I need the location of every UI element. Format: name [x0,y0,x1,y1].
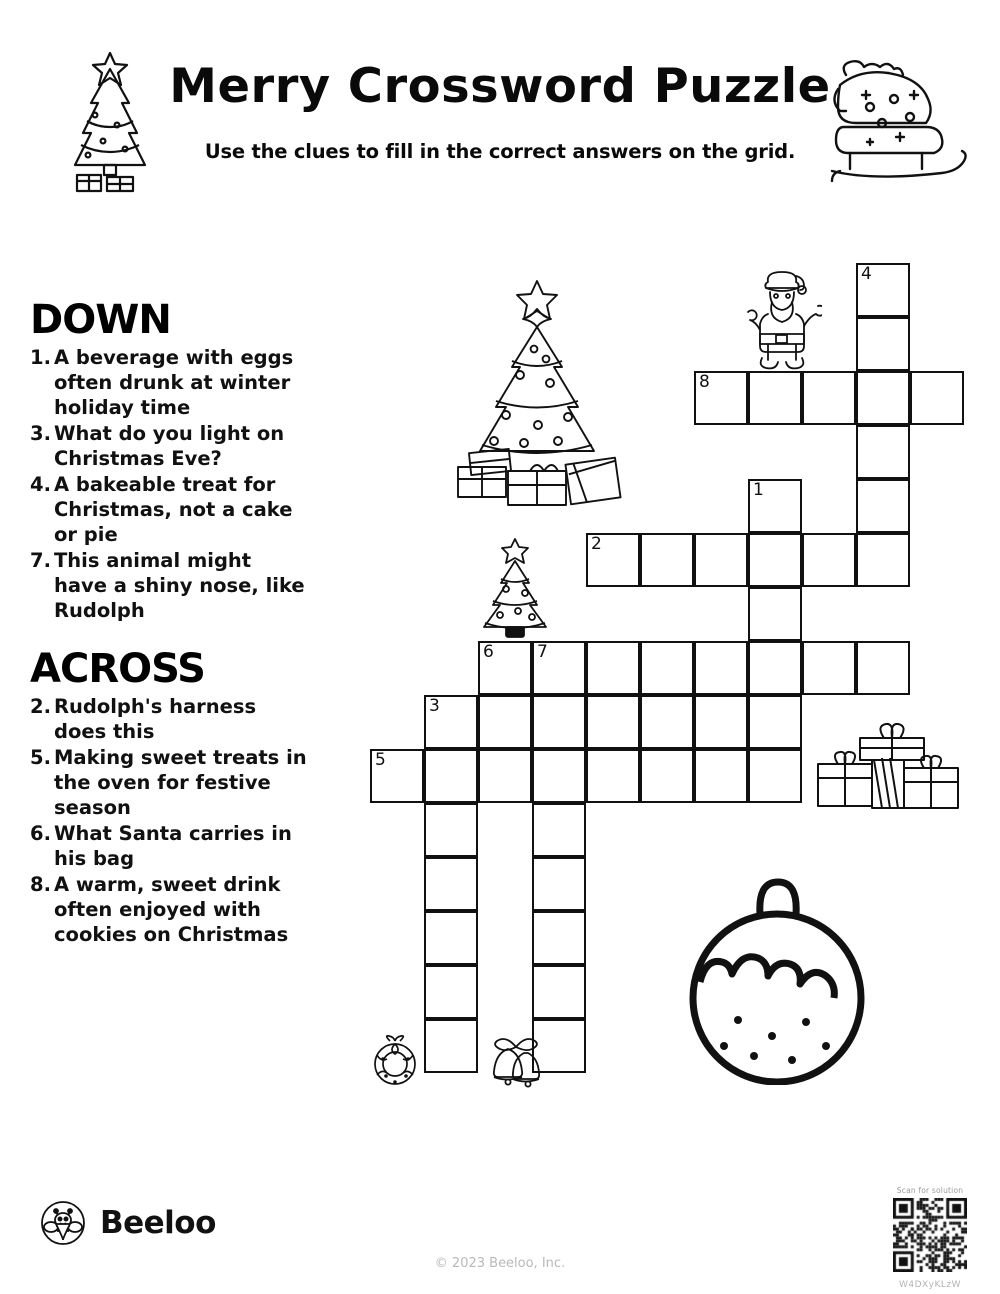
grid-cell[interactable] [640,749,694,803]
grid-cell[interactable] [694,749,748,803]
clue-number: 7. [30,548,51,572]
qr-code-image[interactable] [893,1198,967,1272]
grid-cell[interactable] [694,533,748,587]
footer-brand[interactable] [40,1200,216,1246]
qr-caption: Scan for solution [896,1186,964,1195]
jingle-bells-icon [487,1035,545,1090]
grid-cell[interactable] [748,533,802,587]
grid-cell-number: 4 [861,264,872,284]
grid-cell[interactable] [856,479,910,533]
clue-number: 5. [30,746,51,770]
grid-cell[interactable] [532,695,586,749]
grid-cell[interactable] [424,911,478,965]
grid-cell[interactable] [856,371,910,425]
across-clues-block [30,646,310,948]
qr-id-text: W4DXyKLzW [898,1280,962,1290]
clue-text: A warm, sweet drink often enjoyed with cookies on Christmas [54,873,289,947]
grid-cell-numbered-6[interactable] [478,641,532,695]
grid-cell[interactable] [424,749,478,803]
grid-cell[interactable] [532,965,586,1019]
grid-cell[interactable] [748,371,802,425]
grid-cell-number: 1 [753,480,764,500]
grid-cell-numbered-1[interactable] [748,479,802,533]
grid-cell[interactable] [856,425,910,479]
grid-cell[interactable] [586,695,640,749]
grid-cell[interactable] [586,641,640,695]
clue-number: 3. [30,421,51,445]
grid-cell[interactable] [640,533,694,587]
clue-number: 4. [30,472,51,496]
grid-cell-numbered-4[interactable] [856,263,910,317]
clue-text: A bakeable treat for Christmas, not a cake or pie [54,472,293,546]
clue-number: 6. [30,822,51,846]
grid-cell[interactable] [856,641,910,695]
copyright-text: © 2023 Beeloo, Inc. [434,1256,566,1271]
grid-cell[interactable] [640,695,694,749]
santa-sleigh-icon [810,55,975,195]
grid-cell[interactable] [424,803,478,857]
grid-cell[interactable] [532,911,586,965]
christmas-pudding-ornament-icon [680,870,875,1085]
gift-boxes-icon [812,720,964,815]
clue-down-1[interactable] [30,346,310,421]
across-heading: ACROSS [30,646,205,693]
grid-cell-numbered-5[interactable] [370,749,424,803]
grid-cell-number: 5 [375,750,386,770]
grid-cell[interactable] [586,749,640,803]
grid-cell-number: 6 [483,642,494,662]
grid-cell[interactable] [478,749,532,803]
clue-text: What do you light on Christmas Eve? [54,421,285,470]
down-clues-block [30,297,310,623]
small-christmas-tree-icon [470,535,560,645]
qr-solution-block[interactable] [882,1186,978,1290]
clue-number: 1. [30,346,51,369]
brand-name: Beeloo [100,1205,216,1241]
grid-cell[interactable] [748,641,802,695]
clue-text: This animal might have a shiny nose, like Rudolph [54,548,305,622]
grid-cell[interactable] [748,695,802,749]
grid-cell[interactable] [424,965,478,1019]
grid-cell-numbered-2[interactable] [586,533,640,587]
wreath-icon [368,1035,423,1090]
grid-cell[interactable] [532,749,586,803]
grid-cell[interactable] [694,641,748,695]
clue-across-5[interactable] [30,746,310,821]
clue-down-7[interactable] [30,549,310,624]
clue-text: What Santa carries in his bag [54,822,292,871]
clue-number: 8. [30,873,51,897]
clue-down-3[interactable] [30,422,310,472]
grid-cell[interactable] [640,641,694,695]
clue-across-8[interactable] [30,873,310,948]
clue-down-4[interactable] [30,473,310,548]
grid-cell[interactable] [424,857,478,911]
grid-cell[interactable] [424,1019,478,1073]
page-header [0,0,1000,240]
grid-cell[interactable] [478,695,532,749]
clue-across-2[interactable] [30,695,310,745]
grid-cell[interactable] [694,695,748,749]
christmas-tree-with-gifts-icon [450,275,625,520]
grid-cell[interactable] [748,587,802,641]
grid-cell[interactable] [910,371,964,425]
clue-text: A beverage with eggs often drunk at winter holiday time [54,346,294,419]
clue-text: Rudolph's harness does this [54,695,257,744]
grid-cell[interactable] [856,533,910,587]
grid-cell[interactable] [532,803,586,857]
grid-cell[interactable] [532,857,586,911]
clue-number: 2. [30,695,51,719]
down-heading: DOWN [30,297,171,343]
grid-cell[interactable] [802,533,856,587]
clue-text: Making sweet treats in the oven for festive season [54,746,307,820]
grid-cell-numbered-3[interactable] [424,695,478,749]
beeloo-bee-logo-icon [40,1200,86,1246]
grid-cell-numbered-7[interactable] [532,641,586,695]
page-subtitle: Use the clues to fill in the correct answers on the grid. [204,140,796,163]
grid-cell[interactable] [856,317,910,371]
clues-panel [30,297,310,949]
grid-cell-number: 7 [537,642,548,662]
grid-cell-number: 2 [591,534,602,554]
grid-cell[interactable] [748,749,802,803]
clue-across-6[interactable] [30,822,310,872]
across-clue-list [30,695,310,948]
grid-cell-number: 8 [699,372,710,392]
page-title: Merry Crossword Puzzle [169,59,831,114]
grid-cell-number: 3 [429,696,440,716]
santa-claus-icon [742,262,822,372]
down-clue-list [30,346,310,623]
grid-cell[interactable] [802,641,856,695]
grid-cell[interactable] [802,371,856,425]
grid-cell-numbered-8[interactable] [694,371,748,425]
